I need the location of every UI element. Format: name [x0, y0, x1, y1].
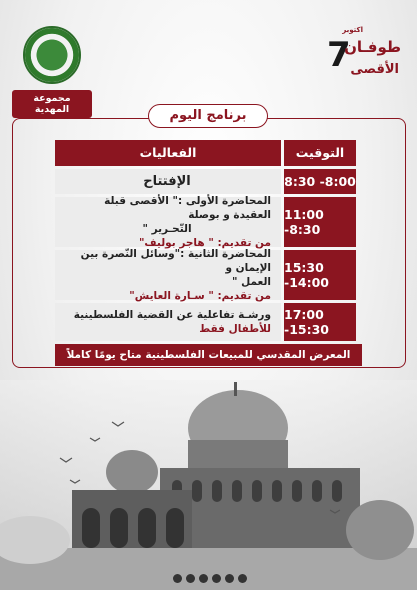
logo-number: 7	[327, 35, 351, 75]
logo-small-text: اكتوبر	[342, 26, 363, 34]
row-time: 11:00 -8:30	[284, 197, 356, 247]
column-header-activities: الفعاليات	[55, 140, 281, 166]
facebook-icon[interactable]	[186, 574, 195, 583]
association-logo	[12, 26, 92, 118]
row-time: 8:30 -8:00	[284, 169, 356, 194]
group-badge: مجموعة المهدية	[12, 90, 92, 118]
activity-presenter: من تقديم: " سـارة العايش"	[129, 290, 271, 302]
activity-title: المحاضرة الأولى :" الأقصى قبلة العقيدة و بوصلة	[104, 195, 271, 221]
social-links	[150, 574, 270, 586]
association-seal-icon	[23, 26, 81, 84]
table-row	[55, 169, 281, 194]
activity-title-cont: العمل "	[231, 276, 271, 288]
dome-of-the-rock-illustration	[0, 380, 417, 590]
column-header-time: التوقيت	[284, 140, 356, 166]
linkedin-icon[interactable]	[212, 574, 221, 583]
table-row	[55, 197, 281, 247]
activity-title: المحاضرة الثانية :"وسائل النّصرة بين الإيمان و	[80, 248, 271, 274]
telegram-icon[interactable]	[225, 574, 234, 583]
al-aqsa-flood-logo	[311, 24, 401, 84]
row-time: 17:00 -15:30	[284, 303, 356, 341]
table-row	[55, 303, 281, 341]
program-title: برنامج اليوم	[148, 104, 268, 128]
activity-title: الإفتتاح	[143, 173, 191, 189]
row-time: 15:30 -14:00	[284, 250, 356, 300]
youtube-icon[interactable]	[199, 574, 208, 583]
table-row	[55, 250, 281, 300]
instagram-icon[interactable]	[173, 574, 182, 583]
activity-title-cont: التّحـرير "	[142, 223, 192, 235]
activity-presenter: من تقديم: " هاجر بوليف"	[138, 237, 271, 249]
exhibition-note: المعرض المقدسي للمبيعات الفلسطينية متاح يومًا كاملاً	[55, 344, 362, 366]
logo-line1: طوفـان	[344, 38, 401, 56]
logo-line2: الأقصى	[350, 62, 399, 77]
twitter-icon[interactable]	[238, 574, 247, 583]
activity-title: ورشـة تفاعلية عن القضية الفلسطينية	[73, 309, 271, 321]
activity-audience: للأطفال فقط	[199, 323, 271, 335]
